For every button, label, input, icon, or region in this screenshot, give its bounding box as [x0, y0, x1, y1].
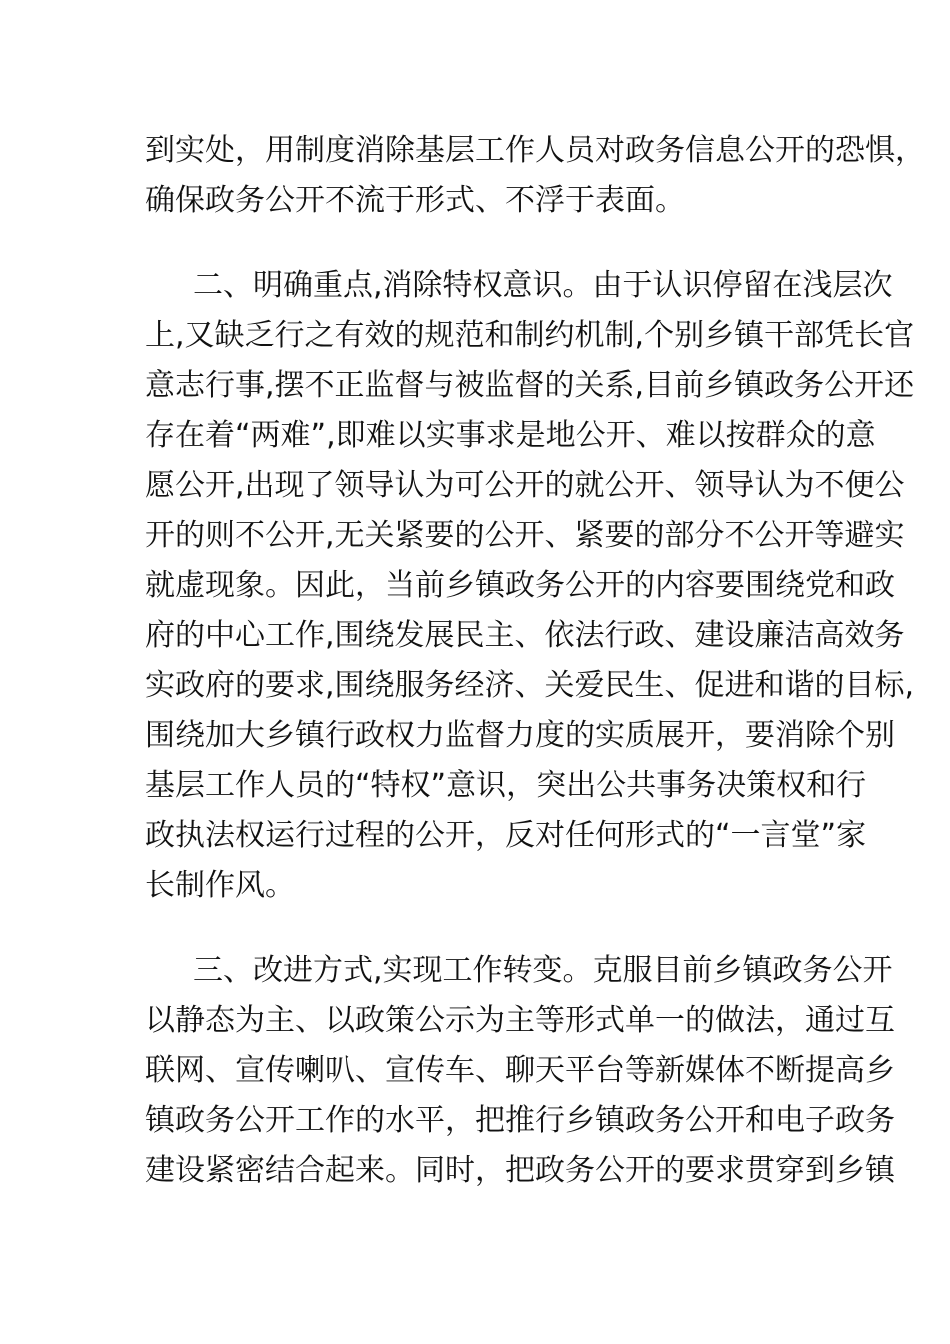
text-line: 镇政务公开工作的水平，把推行乡镇政务公开和电子政务 — [145, 1103, 895, 1138]
text-line: 三、改进方式,实现工作转变。克服目前乡镇政务公开 — [193, 953, 893, 988]
text-line: 府的中心工作,围绕发展民主、依法行政、建设廉洁高效务 — [145, 618, 905, 653]
text-line: 政执法权运行过程的公开，反对任何形式的“一言堂”家 — [145, 818, 867, 853]
text-line: 联网、宣传喇叭、宣传车、聊天平台等新媒体不断提高乡 — [145, 1053, 895, 1088]
text-line: 上,又缺乏行之有效的规范和制约机制,个别乡镇干部凭长官 — [145, 318, 915, 353]
text-line: 意志行事,摆不正监督与被监督的关系,目前乡镇政务公开还 — [145, 368, 915, 403]
text-line: 长制作风。 — [145, 868, 295, 903]
text-line: 基层工作人员的“特权”意识，突出公共事务决策权和行 — [145, 768, 867, 803]
text-line: 二、明确重点,消除特权意识。由于认识停留在浅层次 — [193, 268, 893, 303]
text-line: 以静态为主、以政策公示为主等形式单一的做法，通过互 — [145, 1003, 895, 1038]
text-line: 就虚现象。因此，当前乡镇政务公开的内容要围绕党和政 — [145, 568, 895, 603]
text-line: 围绕加大乡镇行政权力监督力度的实质展开，要消除个别 — [145, 718, 895, 753]
text-line: 到实处，用制度消除基层工作人员对政务信息公开的恐惧， — [145, 133, 925, 168]
text-line: 建设紧密结合起来。同时，把政务公开的要求贯穿到乡镇 — [145, 1153, 895, 1188]
text-line: 愿公开,出现了领导认为可公开的就公开、领导认为不便公 — [145, 468, 905, 503]
text-line: 开的则不公开,无关紧要的公开、紧要的部分不公开等避实 — [145, 518, 905, 553]
text-line: 存在着“两难”,即难以实事求是地公开、难以按群众的意 — [145, 418, 876, 453]
text-line: 确保政务公开不流于形式、不浮于表面。 — [145, 183, 685, 218]
text-line: 实政府的要求,围绕服务经济、关爱民生、促进和谐的目标, — [145, 668, 915, 703]
